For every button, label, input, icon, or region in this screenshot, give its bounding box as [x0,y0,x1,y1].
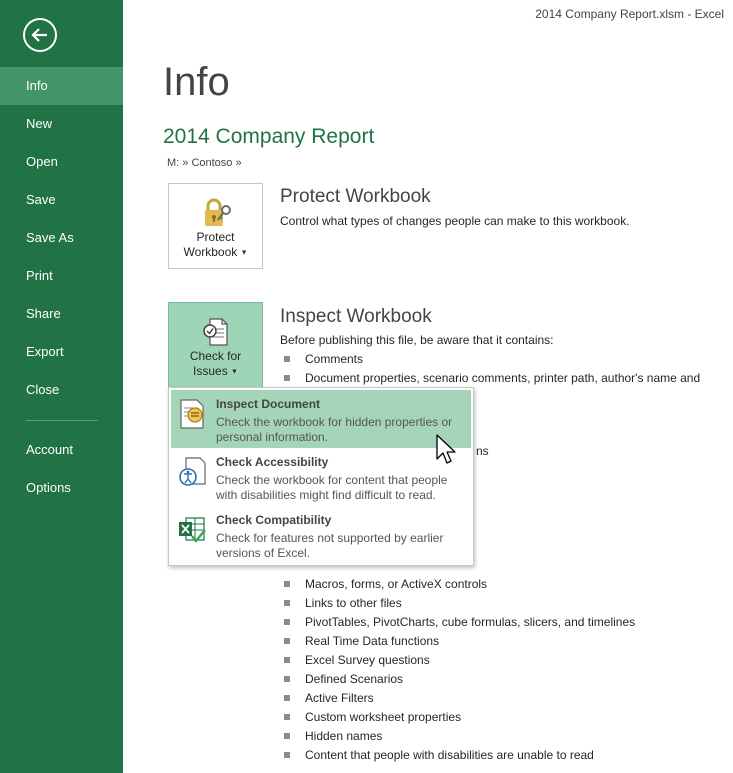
list-item: Hidden names [284,729,382,743]
nav-save[interactable]: Save [26,192,56,207]
bullet-square-icon [284,657,290,663]
bullet-square-icon [284,619,290,625]
list-item: Excel Survey questions [284,653,430,667]
bullet-square-icon [284,733,290,739]
list-item: Macros, forms, or ActiveX controls [284,577,487,591]
protect-button-line2: Workbook [183,245,238,259]
nav-info[interactable]: Info [0,67,123,105]
bullet-square-icon [284,752,290,758]
accessibility-icon [178,456,208,488]
nav-share[interactable]: Share [26,306,61,321]
menu-item-title: Check Accessibility [216,455,329,469]
nav-save-as[interactable]: Save As [26,230,74,245]
issues-button-line2: Issues [193,364,228,378]
menu-item-title: Inspect Document [216,397,321,411]
excel-compatibility-icon [178,514,208,546]
bullet-square-icon [284,356,290,362]
dropdown-caret-icon: ▼ [231,368,238,376]
menu-item-description: Check the workbook for hidden properties or personal information. [216,415,453,444]
nav-separator [26,420,98,421]
check-for-issues-button[interactable] [168,302,263,388]
menu-item-description: Check the workbook for content that people with disabilities might find difficult to read. [216,473,448,502]
menu-item-check-accessibility[interactable] [171,448,471,506]
nav-account[interactable]: Account [26,442,73,457]
nav-open[interactable]: Open [26,154,58,169]
nav-print[interactable]: Print [26,268,53,283]
list-item: Real Time Data functions [284,634,439,648]
back-button[interactable] [23,18,57,52]
list-item: Defined Scenarios [284,672,403,686]
dropdown-caret-icon: ▼ [240,249,248,257]
list-item-partial: ns [476,444,489,458]
mouse-cursor-icon [436,434,458,466]
menu-item-description: Check for features not supported by earlier versions of Excel. [216,531,444,560]
bullet-square-icon [284,714,290,720]
protect-workbook-button[interactable] [168,183,263,269]
nav-close[interactable]: Close [26,382,60,397]
backstage-sidebar [0,0,123,773]
protect-section-description: Control what types of changes people can make to this workbook. [280,214,630,228]
issues-button-line1: Check for [189,349,242,363]
bullet-square-icon [284,600,290,606]
list-item: Document properties, scenario comments, printer path, author's name and [284,371,700,385]
bullet-square-icon [284,375,290,381]
window-title: 2014 Company Report.xlsm - Excel [535,7,724,21]
inspect-section-description: Before publishing this file, be aware that it contains: [280,333,554,347]
protect-section-title: Protect Workbook [280,186,431,207]
inspect-section-title: Inspect Workbook [280,306,432,327]
check-for-issues-menu [168,387,474,566]
page-title: Info [163,60,230,104]
menu-item-title: Check Compatibility [216,513,332,527]
bullet-square-icon [284,638,290,644]
document-path: M: » Contoso » [167,157,242,169]
bullet-square-icon [284,695,290,701]
nav-export[interactable]: Export [26,344,64,359]
arrow-left-icon [31,26,49,44]
protect-button-line1: Protect [196,230,235,244]
list-item: Custom worksheet properties [284,710,461,724]
document-check-icon [199,315,233,349]
bullet-square-icon [284,581,290,587]
document-title: 2014 Company Report [163,125,375,148]
menu-item-inspect-document[interactable] [171,390,471,448]
list-item: PivotTables, PivotCharts, cube formulas, slicers, and timelines [284,615,635,629]
list-item: Active Filters [284,691,374,705]
inspect-document-icon [178,398,208,430]
list-item: Links to other files [284,596,402,610]
lock-key-icon [199,196,233,230]
list-item: Content that people with disabilities are unable to read [284,748,594,762]
nav-new[interactable]: New [26,116,53,131]
menu-item-check-compatibility[interactable] [171,506,471,564]
nav-options[interactable]: Options [26,480,71,495]
bullet-square-icon [284,676,290,682]
list-item: Comments [284,352,363,366]
